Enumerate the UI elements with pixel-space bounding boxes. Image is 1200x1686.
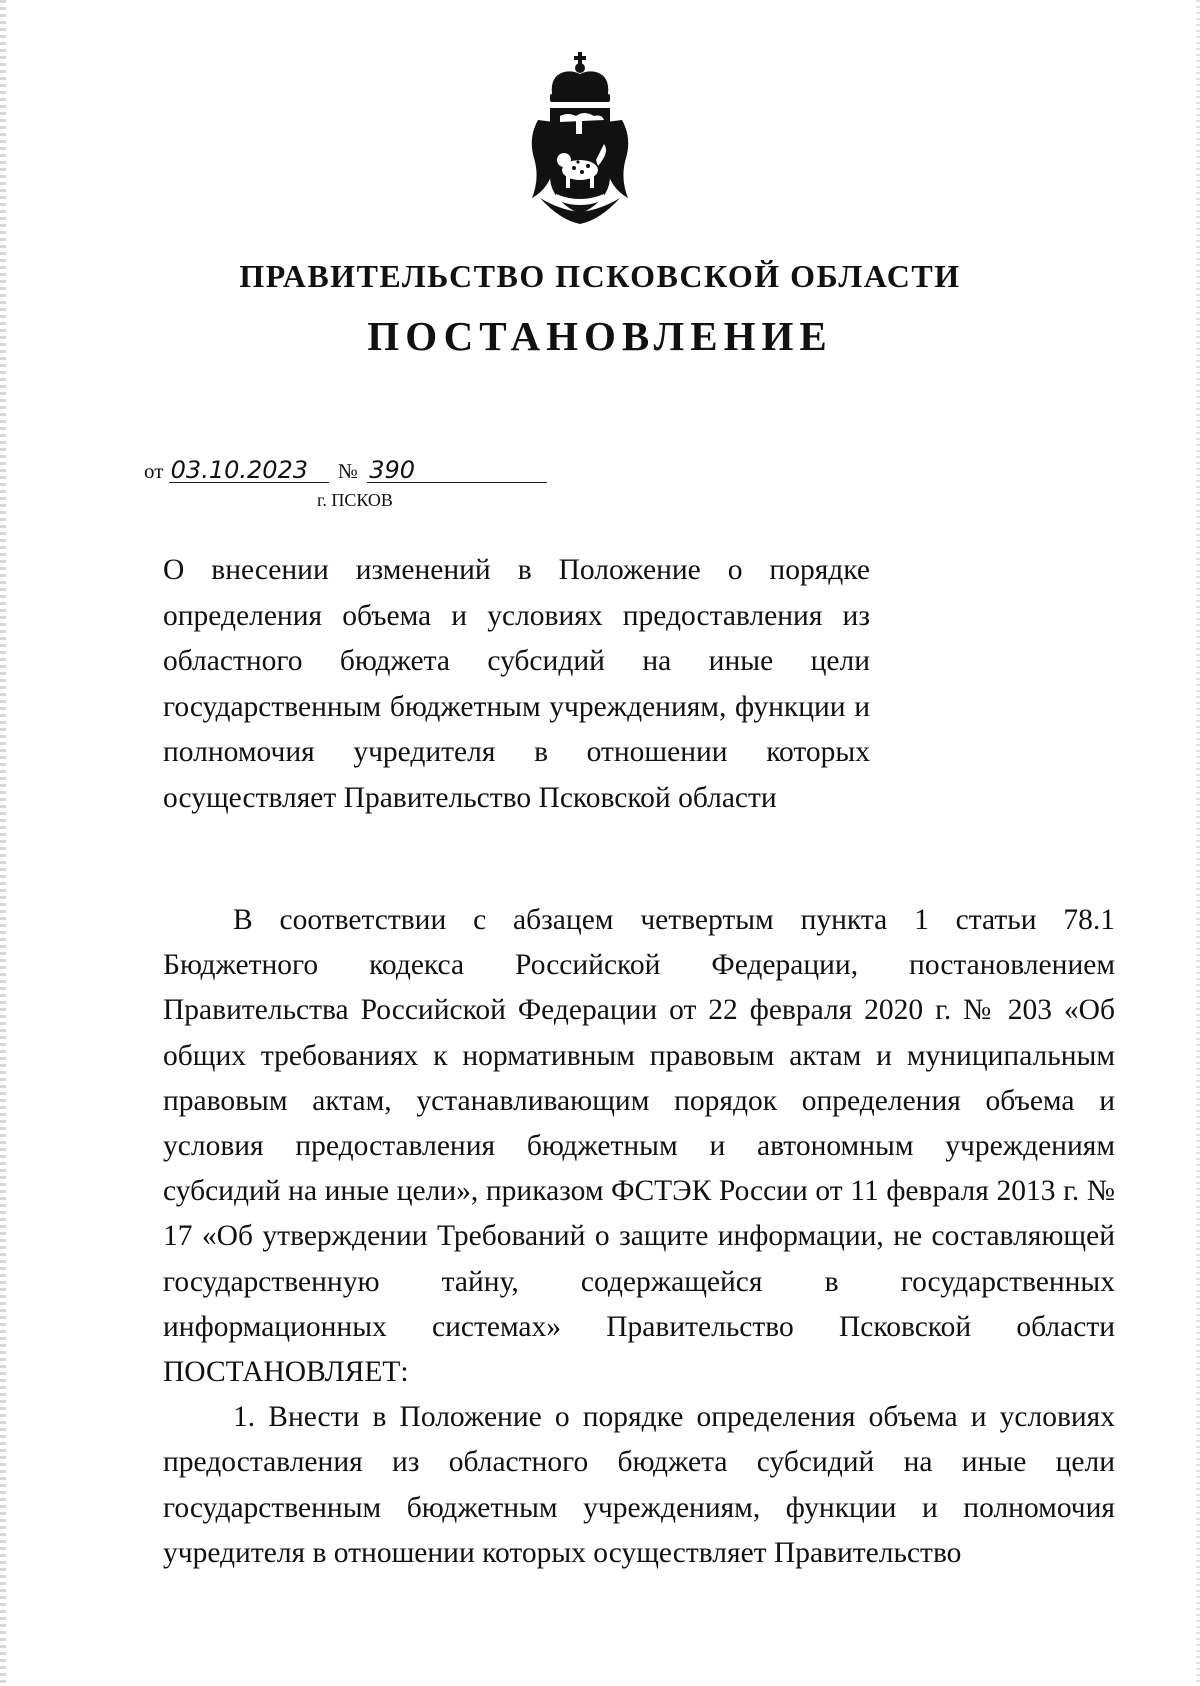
document-type-title: ПОСТАНОВЛЕНИЕ — [367, 313, 833, 359]
document-date: 03.10.2023 — [169, 458, 329, 483]
document-body — [163, 898, 1115, 1576]
document-number: 390 — [367, 458, 547, 483]
city-name: г. ПСКОВ — [317, 490, 393, 510]
scan-edge-left — [0, 0, 6, 1686]
number-label: № — [337, 459, 358, 483]
document-subject: О внесении изменений в Положение о порядке определения объема и условиях предоставления из областного бюджета субсидий на иные цели государственным бюджетным учреждениям, функции и полномочия учредителя в отношении которых осуществляет Правительство Псковской области — [163, 554, 870, 814]
pskov-oblast-coat-of-arms-icon — [520, 48, 650, 228]
preamble-paragraph: В соответствии с абзацем четвертым пункта 1 статьи 78.1 Бюджетного кодекса Российской Федерации, постановлением Правительства Российской Федерации от 22 февраля 2020 г. № 203 «Об общих требованиях к нормативным правовым актам и муниципальным правовым актам, устанавливающим порядок определения объема и условия предоставления бюджетным и автономным учреждениям субсидий на иные цели», приказом ФСТЭК России от 11 февраля 2013 г. № 17 «Об утверждении Требований о защите информации, не составляющей государственную тайну, содержащейся в государственных информационных системах» Правительство Псковской области ПОСТАНОВЛЯЕТ: — [163, 904, 1115, 1389]
item-1-paragraph: 1. Внести в Положение о порядке определения объема и условиях предоставления из областного бюджета субсидий на иные цели государственным бюджетным учреждениям, функции и полномочия учредителя в отношении которых осуществляет Правительство — [163, 1401, 1115, 1569]
date-prefix: от — [144, 459, 164, 483]
date-number-line — [144, 458, 547, 484]
organization-title: ПРАВИТЕЛЬСТВО ПСКОВСКОЙ ОБЛАСТИ — [239, 258, 961, 294]
scan-edge-right — [1196, 0, 1200, 1686]
